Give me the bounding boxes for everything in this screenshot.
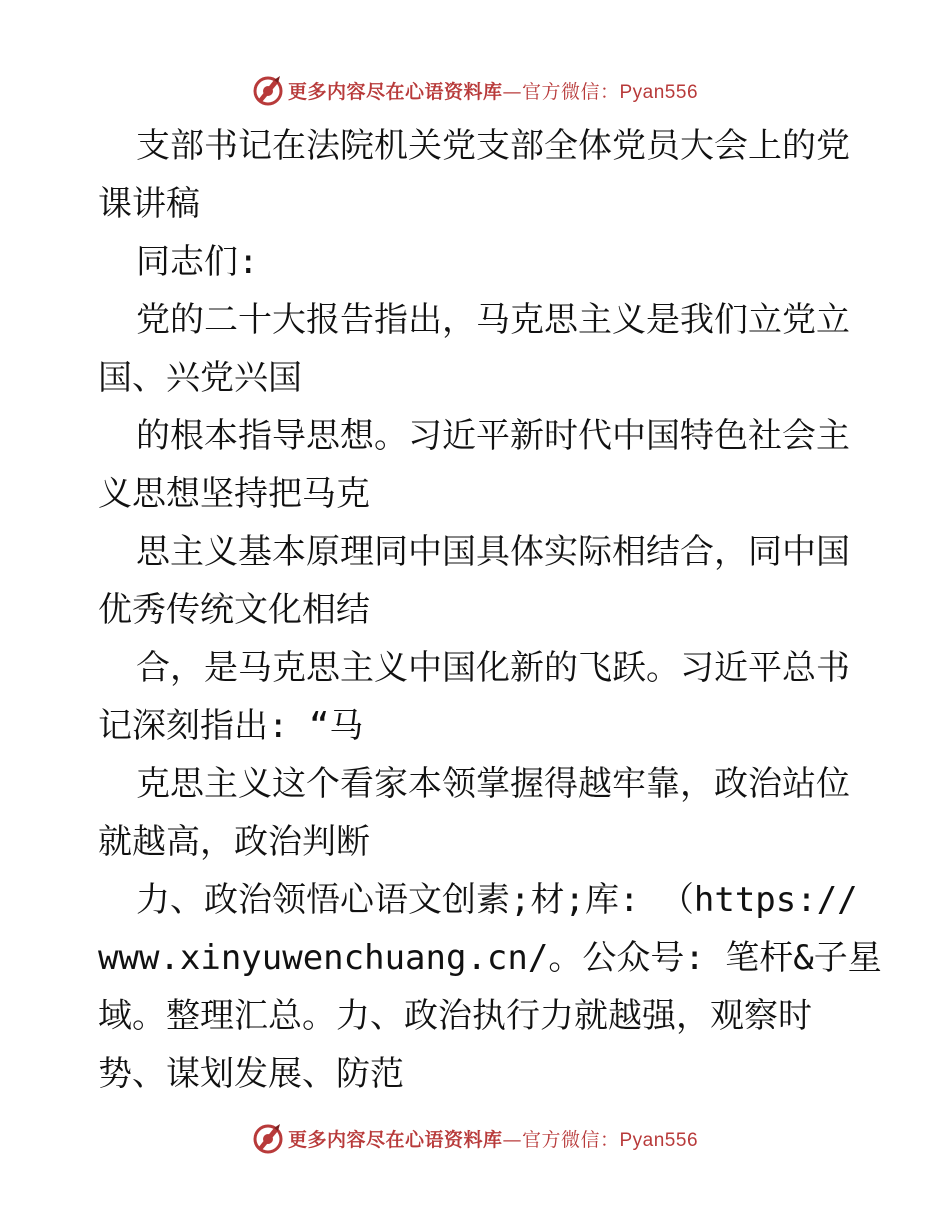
quill-seal-icon (252, 74, 284, 106)
text-line: 合，是马克思主义中国化新的飞跃。习近平总书 (136, 648, 850, 688)
text-line: 克思主义这个看家本领掌握得越牢靠，政治站位 (136, 764, 850, 804)
text-line: 势、谋划发展、防范 (98, 1054, 404, 1094)
quill-seal-icon (252, 1122, 284, 1154)
banner-title: 更多内容尽在心语资料库 (287, 80, 503, 103)
text-line: 义思想坚持把马克 (98, 474, 370, 514)
banner-separator: — (502, 80, 522, 103)
text-line: 域。整理汇总。力、政治执行力就越强，观察时 (98, 996, 812, 1036)
banner-separator: — (502, 1128, 522, 1151)
banner-title: 更多内容尽在心语资料库 (287, 1128, 503, 1151)
text-line: 支部书记在法院机关党支部全体党员大会上的党 (136, 126, 850, 166)
text-line: 党的二十大报告指出，马克思主义是我们立党立 (136, 300, 850, 340)
banner-wechat: 官方微信：Pyan556 (522, 81, 699, 103)
text-line: 的根本指导思想。习近平新时代中国特色社会主 (136, 416, 850, 456)
document-body (98, 117, 882, 1103)
banner-wechat: 官方微信：Pyan556 (522, 1129, 699, 1151)
text-line: www.xinyuwenchuang.cn/。公众号: 笔杆&子星 (98, 938, 882, 978)
text-line: 力、政治领悟心语文创素;材;库: （https:// (136, 880, 858, 920)
text-line: 同志们: (136, 242, 259, 282)
text-line: 国、兴党兴国 (98, 358, 302, 398)
text-line: 就越高，政治判断 (98, 822, 370, 862)
footer-banner (0, 1118, 950, 1158)
header-banner (0, 70, 950, 110)
text-line: 思主义基本原理同中国具体实际相结合，同中国 (136, 532, 850, 572)
text-line: 课讲稿 (98, 184, 200, 224)
text-line: 记深刻指出: “马 (98, 706, 364, 746)
text-line: 优秀传统文化相结 (98, 590, 370, 630)
